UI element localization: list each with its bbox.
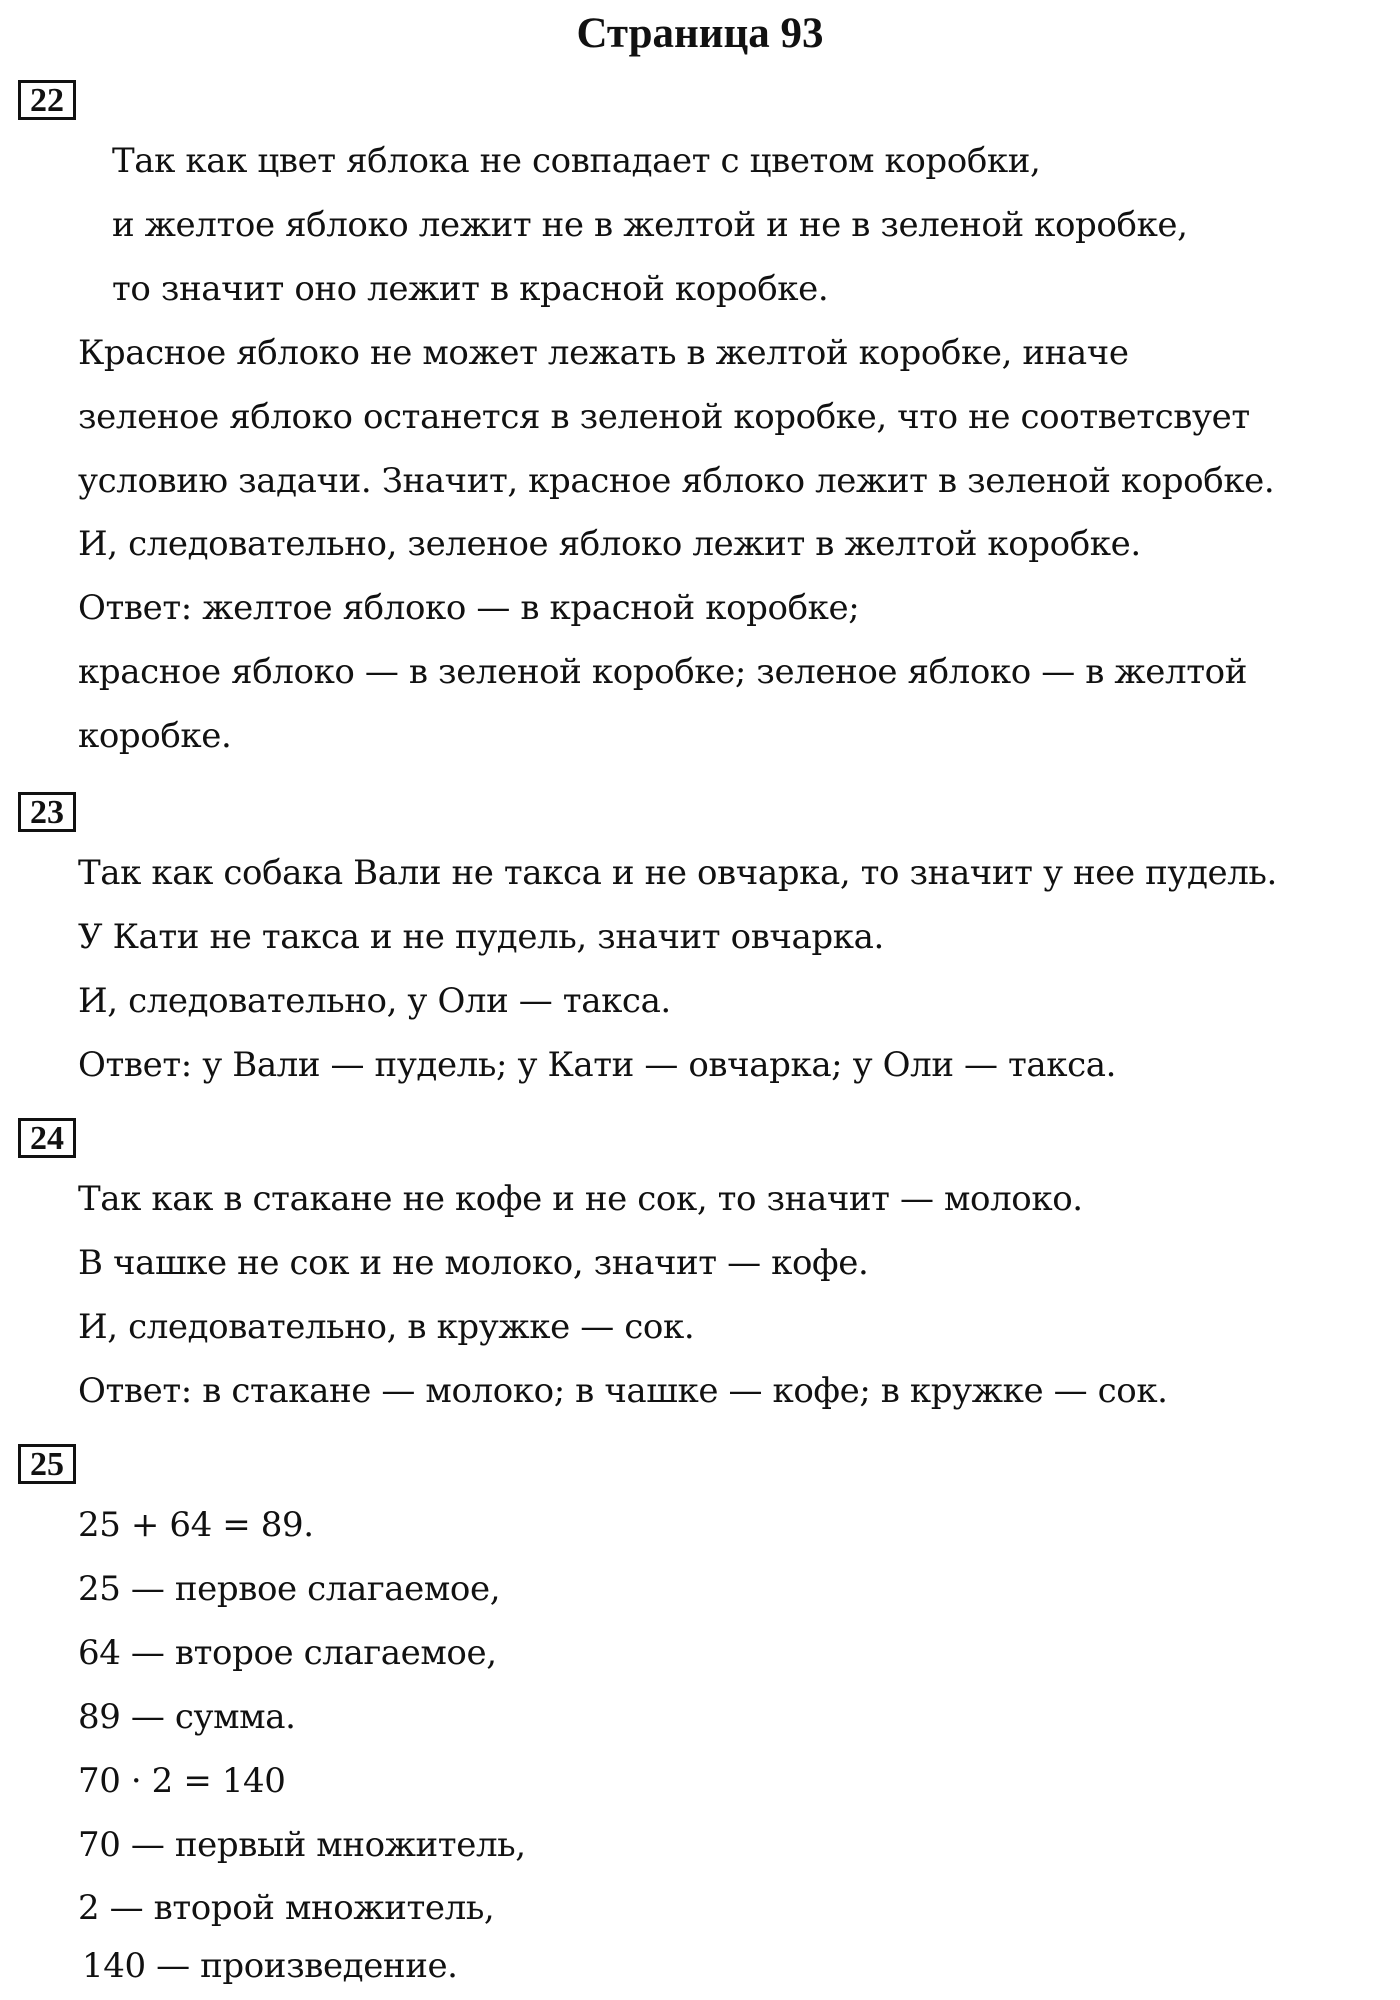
page-title: Страница 93 — [576, 10, 824, 57]
text-line: 64 — второе слагаемое, — [78, 1632, 497, 1673]
task-number-25: 25 — [18, 1444, 76, 1484]
text-line: У Кати не такса и не пудель, значит овчарка. — [78, 916, 884, 957]
text-line: красное яблоко — в зеленой коробке; зеленое яблоко — в желтой — [78, 652, 1247, 693]
task-25-lines — [78, 1494, 1378, 1991]
text-line: зеленое яблоко останется в зеленой коробке, что не соответсвует — [78, 396, 1250, 437]
text-line: 25 + 64 = 89. — [78, 1505, 314, 1545]
text-line: условию задачи. Значит, красное яблоко лежит в зеленой коробке. — [78, 460, 1275, 501]
text-line: 25 — первое слагаемое, — [78, 1568, 501, 1609]
task-number-22: 22 — [18, 80, 76, 120]
text-line: и желтое яблоко лежит не в желтой и не в зеленой коробке, — [112, 204, 1188, 245]
text-line: И, следовательно, у Оли — такса. — [78, 980, 671, 1021]
text-line: 140 — произведение. — [82, 1946, 458, 1987]
task-number-24: 24 — [18, 1118, 76, 1158]
text-line: И, следовательно, в кружке — сок. — [78, 1306, 695, 1347]
text-line: Красное яблоко не может лежать в желтой коробке, иначе — [78, 332, 1129, 373]
text-line: Ответ: у Вали — пудель; у Кати — овчарка; у Оли — такса. — [78, 1044, 1117, 1085]
text-line: В чашке не сок и не молоко, значит — кофе. — [78, 1242, 869, 1283]
task-number-23: 23 — [18, 792, 76, 832]
text-line: коробке. — [78, 716, 232, 757]
task-24-lines — [78, 1168, 1378, 1424]
text-line: Так как цвет яблока не совпадает с цветом коробки, — [112, 141, 1041, 181]
text-line: Ответ: в стакане — молоко; в чашке — кофе; в кружке — сок. — [78, 1370, 1168, 1411]
text-line: 70 · 2 = 140 — [78, 1760, 286, 1801]
text-line: Ответ: желтое яблоко — в красной коробке; — [78, 588, 860, 629]
text-line: Так как в стакане не кофе и не сок, то значит — молоко. — [78, 1179, 1083, 1219]
task-22-lines — [78, 130, 1378, 769]
text-line: Так как собака Вали не такса и не овчарка, то значит у нее пудель. — [78, 853, 1277, 893]
text-line: И, следовательно, зеленое яблоко лежит в желтой коробке. — [78, 524, 1141, 565]
task-23-lines — [78, 842, 1378, 1098]
text-line: то значит оно лежит в красной коробке. — [112, 268, 829, 309]
text-line: 2 — второй множитель, — [78, 1888, 495, 1929]
text-line: 70 — первый множитель, — [78, 1824, 526, 1865]
text-line: 89 — сумма. — [78, 1696, 296, 1737]
